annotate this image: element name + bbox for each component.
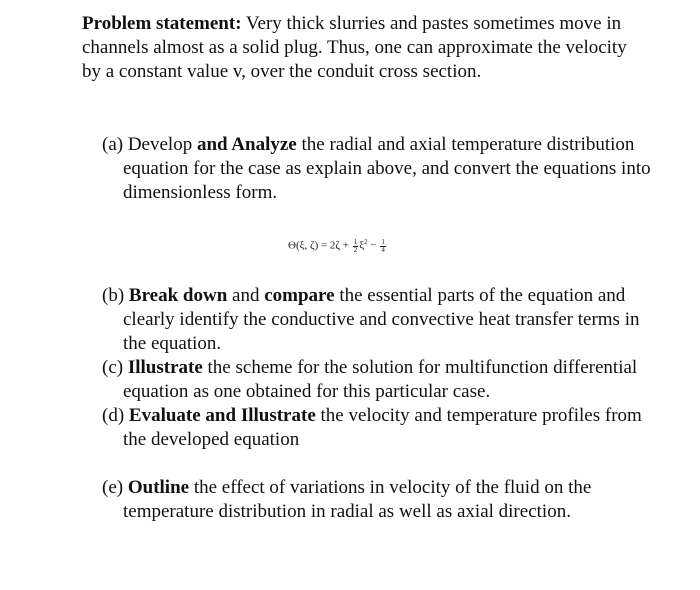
part-b: [102, 284, 663, 356]
part-e: [102, 476, 663, 524]
equation-xi: ξ: [359, 239, 365, 252]
equation-frac1-num: 1: [353, 237, 358, 246]
part-d-prefix: (d): [102, 405, 129, 426]
equation-lhs: Θ(ξ, ζ) = 2ζ +: [288, 239, 352, 252]
part-d: [102, 404, 663, 452]
part-b-bold1: Break down: [128, 285, 228, 306]
part-e-text: the effect of variations in velocity of the fluid on the temperature distribution in radial as well as axial direction.: [123, 477, 592, 522]
part-a-text: the radial and axial temperature distribution equation for the case as explain above, and convert the equations into dimensionless form.: [123, 134, 651, 203]
part-d-bold: Evaluate and Illustrate: [128, 405, 316, 426]
part-b-prefix: (b): [102, 285, 129, 306]
problem-statement-label: Problem statement:: [82, 13, 242, 34]
part-c-text: the scheme for the solution for multifunction differential equation as one obtained for this particular case.: [123, 357, 638, 402]
temperature-equation: [288, 234, 387, 254]
part-c-bold: Illustrate: [127, 357, 203, 378]
part-b-text: the essential parts of the equation and clearly identify the conductive and convective heat transfer terms in the equation.: [123, 285, 640, 354]
part-e-bold: Outline: [127, 477, 190, 498]
equation-fraction-half: [353, 239, 359, 254]
part-a-bold: and Analyze: [196, 134, 297, 155]
part-a: [102, 133, 663, 205]
equation-frac2-num: 1: [381, 237, 385, 246]
part-e-prefix: (e): [102, 477, 128, 498]
equation-frac1-den: 2: [353, 245, 358, 254]
equation-fraction-quarter: [380, 239, 386, 254]
part-c: [102, 356, 663, 404]
equation-frac2-den: 4: [381, 245, 385, 254]
part-b-bold2: compare: [264, 285, 335, 306]
equation-square: 2: [364, 238, 368, 246]
part-c-prefix: (c): [102, 357, 128, 378]
equation-minus: −: [367, 239, 380, 252]
problem-statement: [82, 12, 642, 84]
part-a-prefix: (a) Develop: [102, 134, 197, 155]
part-d-text: the velocity and temperature profiles from the developed equation: [123, 405, 642, 450]
problem-statement-text: Very thick slurries and pastes sometimes move in channels almost as a solid plug. Thus, one can approximate the velocity by a constant value v, over the conduit cross section.: [82, 13, 627, 82]
part-b-mid: and: [227, 285, 265, 306]
